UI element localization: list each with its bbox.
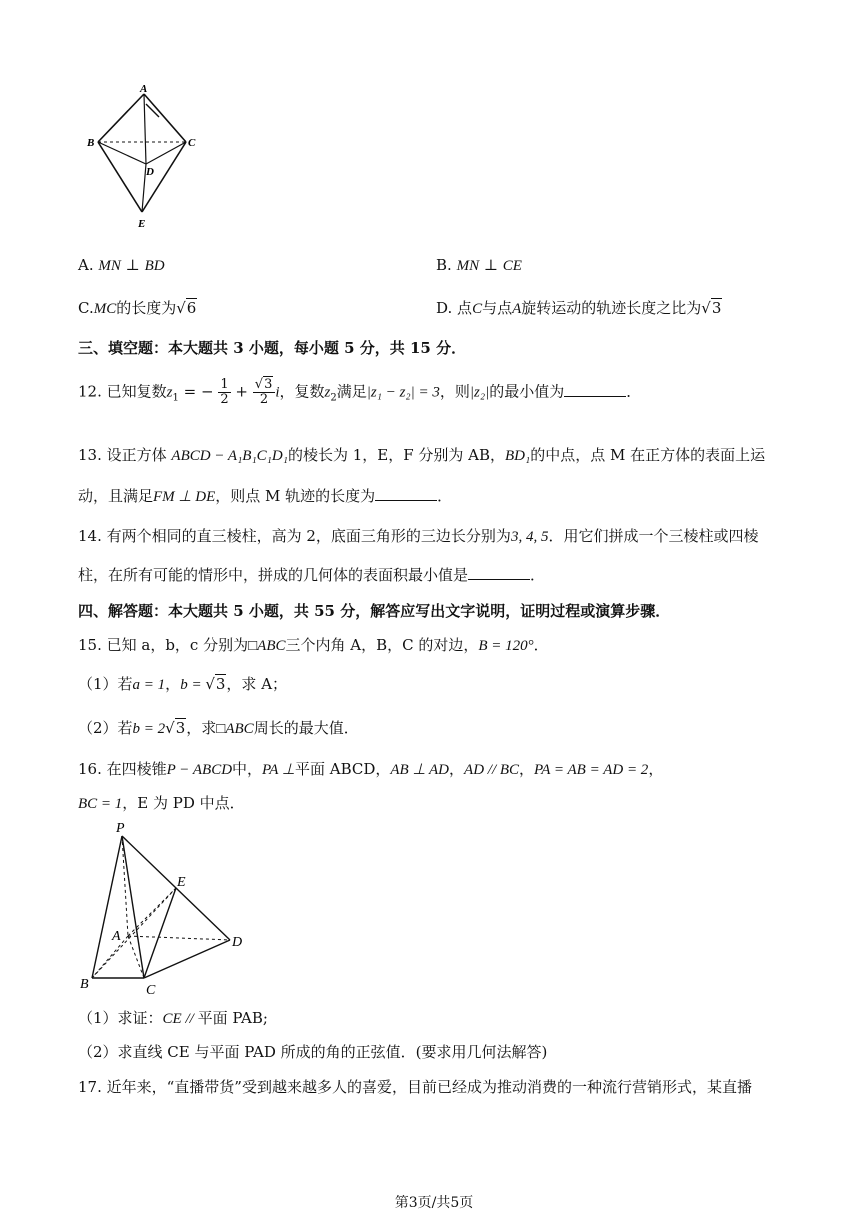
question-text: 动，且满足	[78, 487, 154, 505]
period: ．	[437, 487, 453, 505]
edge-pb	[92, 836, 122, 978]
edge-pc	[122, 836, 144, 978]
question-text: ，则点 M 轨迹的长度为	[215, 487, 376, 505]
question-14-line-2	[78, 564, 545, 585]
option-text: 点	[457, 299, 473, 317]
question-17: 17. 近年来，“直播带货”受到越来越多人的喜爱，目前已经成为推动消费的一种流行营销形式，某直播	[78, 1078, 752, 1096]
option-text: 与点	[482, 299, 513, 317]
condition: a = 1	[132, 677, 166, 693]
option-c: C.MC的长度为√6	[78, 299, 197, 317]
cube-name: ABCD − A₁B₁C₁D₁	[171, 448, 288, 464]
var-z2: z	[324, 384, 331, 401]
section-heading: 四、解答题：本大题共 5 小题，共 55 分，解答应写出文字说明，证明过程或演算步骤．	[78, 602, 671, 620]
question-text: （1）求证：	[78, 1009, 163, 1027]
answer-blank[interactable]	[564, 382, 626, 397]
label-c: C	[146, 983, 156, 998]
option-a	[78, 256, 165, 275]
label-p: P	[116, 821, 125, 836]
option-op: ⊥	[125, 256, 140, 274]
question-16-line-2	[78, 792, 245, 813]
question-text: ．用它们拼成一个三棱柱或四棱	[548, 527, 759, 545]
question-text: 14. 有两个相同的直三棱柱，高为 2，底面三角形的三边长分别为	[78, 527, 511, 545]
edge-ad	[128, 936, 230, 940]
answer-blank[interactable]	[375, 486, 437, 501]
label-e: E	[138, 218, 146, 230]
option-lhs: MN	[98, 258, 121, 274]
question-text: （2）求直线 CE 与平面 PAD 所成的角的正弦值．(要求用几何法解答)	[78, 1043, 548, 1061]
option-rhs: BD	[144, 258, 165, 274]
question-16-line-1	[78, 758, 663, 779]
figure-bipyramid	[84, 82, 214, 232]
root: 3	[215, 675, 226, 693]
period: ．	[533, 636, 549, 654]
page-footer: 第3页/共5页	[394, 1195, 474, 1211]
question-text: ，则	[439, 382, 470, 401]
question-16-part-2	[78, 1041, 547, 1062]
equals: = −	[183, 382, 214, 401]
question-15	[78, 634, 549, 655]
question-12: 12. 已知复数$z_1$ = − $\frac{1}{2}$ + $\frac{√3}{2}$ i，复数$z_2$满足|z₁ − z₂| = 3，则|z₂|的最小值为 ．	[78, 377, 642, 407]
option-letter: C.	[78, 299, 94, 317]
question-text: 13. 设正方体	[78, 446, 167, 464]
question-13-line-2	[78, 485, 452, 506]
option-text: 旋转运动的轨迹长度之比为	[521, 299, 702, 317]
condition: b = 2	[132, 721, 166, 737]
option-b	[436, 256, 522, 275]
question-text: ，复数	[279, 382, 325, 401]
abs-expression: |z₁ − z₂| = 3	[366, 384, 440, 401]
question-text: 三个内角 A，B，C 的对边，	[285, 636, 479, 654]
condition: AB ⊥ AD	[390, 762, 450, 778]
label-d: D	[146, 166, 154, 178]
question-16-part-1	[78, 1007, 268, 1028]
option-text: 的长度为	[116, 299, 177, 317]
fraction-denominator: 2	[259, 392, 269, 407]
abs-expression: |z₂|	[469, 384, 490, 401]
edge-cd	[144, 940, 230, 978]
option-point-a: A	[512, 301, 522, 317]
question-text: 中，	[232, 760, 263, 778]
pyramid-name: P − ABCD	[166, 762, 233, 778]
root: 3	[175, 719, 186, 737]
option-lhs: MN	[456, 258, 480, 274]
var-z1: z	[166, 384, 173, 401]
question-text: （2）若	[78, 719, 133, 737]
question-text: ，E 为 PD 中点．	[122, 794, 245, 812]
question-text: 满足	[336, 382, 367, 401]
period: ．	[626, 382, 642, 401]
question-text: 15. 已知 a，b，c 分别为	[78, 636, 249, 654]
option-letter: D.	[436, 299, 453, 317]
edge-be	[92, 888, 176, 978]
separator: ，	[519, 760, 535, 778]
question-text: 的最小值为	[489, 382, 565, 401]
edge-ce	[144, 888, 176, 978]
separator: ，	[648, 760, 664, 778]
option-var: MC	[93, 301, 117, 317]
period: ．	[530, 566, 546, 584]
fraction-root3-half: $\frac{√3}{2}$	[253, 378, 276, 407]
triangle: □ABC	[216, 721, 254, 737]
condition: PA ⊥	[262, 762, 295, 778]
question-text: 已知复数	[106, 382, 167, 401]
question-text: 平面 PAB;	[197, 1009, 268, 1027]
label-c: C	[188, 137, 196, 149]
question-text: （1）若	[78, 675, 133, 693]
label-b: B	[87, 137, 95, 149]
question-text: 平面 ABCD，	[294, 760, 391, 778]
option-d: D. 点C与点A旋转运动的轨迹长度之比为√3	[436, 299, 722, 317]
question-text: 16. 在四棱锥	[78, 760, 167, 778]
option-op: ⊥	[483, 256, 498, 274]
condition: CE //	[162, 1011, 198, 1027]
figure-pyramid	[76, 818, 256, 998]
condition: FM ⊥ DE	[153, 489, 216, 505]
question-13-line-1	[78, 444, 765, 465]
answer-blank[interactable]	[468, 565, 530, 580]
fraction-numerator: 1	[220, 377, 229, 392]
side-lengths: 3, 4, 5	[510, 529, 549, 545]
label-b: B	[80, 977, 89, 992]
option-letter: B.	[436, 256, 452, 274]
label-d: D	[232, 935, 243, 950]
condition: BC = 1	[78, 796, 123, 812]
question-text: 的棱长为 1，E，F 分别为 AB，	[287, 446, 506, 464]
question-text: ，求 A；	[226, 675, 288, 693]
edge-ab	[98, 94, 144, 142]
question-text: 周长的最大值．	[253, 719, 359, 737]
label-e: E	[177, 875, 186, 890]
fraction-half	[218, 378, 230, 407]
plus: +	[235, 382, 248, 401]
question-15-part-2: （2）若b = 2√3，求□ABC周长的最大值．	[78, 719, 359, 737]
option-root: 6	[186, 299, 197, 317]
option-rhs: CE	[502, 258, 522, 274]
condition: b =	[180, 677, 206, 693]
question-text: ，	[165, 675, 181, 693]
edge-ac	[128, 936, 144, 978]
fraction-numerator: 3	[264, 377, 273, 392]
question-text: ，求	[186, 719, 217, 737]
imag-unit: i	[275, 384, 280, 401]
condition: AD // BC	[464, 762, 520, 778]
edge-am	[146, 104, 159, 117]
question-text: 的中点，点 M 在正方体的表面上运	[530, 446, 766, 464]
question-14-line-1	[78, 525, 758, 546]
fraction-denominator: 2	[220, 392, 229, 407]
option-letter: A.	[78, 256, 94, 274]
section-heading: 三、填空题：本大题共 3 小题，每小题 5 分，共 15 分．	[78, 339, 467, 357]
edge-ae	[128, 888, 176, 936]
segment-bd1: BD₁	[505, 448, 531, 464]
question-number: 12.	[78, 382, 102, 401]
condition: PA = AB = AD = 2	[534, 762, 649, 778]
question-15-part-1: （1）若a = 1，b = √3，求 A；	[78, 675, 288, 693]
edge-ac	[144, 94, 186, 142]
option-root: 3	[711, 299, 722, 317]
label-a: A	[140, 83, 148, 95]
angle-condition: B = 120°	[478, 638, 534, 654]
option-point-c: C	[472, 301, 483, 317]
triangle: □ABC	[248, 638, 286, 654]
question-text: 柱，在所有可能的情形中，拼成的几何体的表面积最小值是	[78, 566, 469, 584]
separator: ，	[449, 760, 465, 778]
label-a: A	[112, 929, 121, 944]
